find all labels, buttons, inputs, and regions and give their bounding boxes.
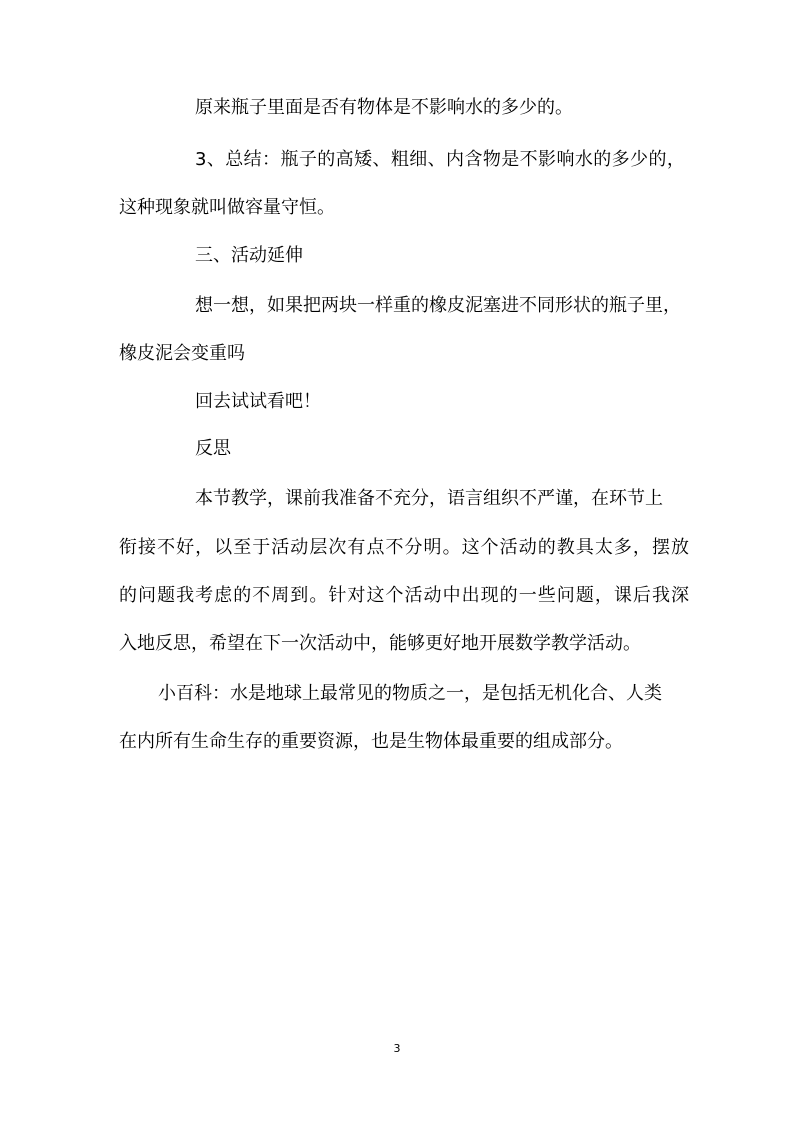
paragraph-line: 3、总结：瓶子的高矮、粗细、内含物是不影响水的多少的， (195, 149, 686, 170)
paragraph-line: 想一想，如果把两块一样重的橡皮泥塞进不同形状的瓶子里， (195, 295, 681, 316)
paragraph-line: 这种现象就叫做容量守恒。 (119, 197, 335, 218)
paragraph-line: 衔接不好，以至于活动层次有点不分明。这个活动的教具太多，摆放 (119, 537, 689, 558)
section-heading: 三、活动延伸 (195, 245, 303, 266)
paragraph-line: 的问题我考虑的不周到。针对这个活动中出现的一些问题，课后我深 (119, 585, 689, 606)
section-heading: 反思 (195, 438, 231, 459)
paragraph-line: 橡皮泥会变重吗 (119, 343, 245, 364)
paragraph-line: 小百科：水是地球上最常见的物质之一，是包括无机化合、人类 (158, 683, 662, 704)
paragraph-line: 原来瓶子里面是否有物体是不影响水的多少的。 (195, 97, 573, 118)
page-number: 3 (393, 1042, 401, 1055)
paragraph-line: 回去试试看吧！ (195, 391, 321, 412)
paragraph-line: 入地反思，希望在下一次活动中，能够更好地开展数学教学活动。 (119, 633, 641, 654)
paragraph-line: 本节教学，课前我准备不充分，语言组织不严谨，在环节上 (195, 488, 663, 509)
paragraph-line: 在内所有生命生存的重要资源，也是生物体最重要的组成部分。 (119, 731, 623, 752)
